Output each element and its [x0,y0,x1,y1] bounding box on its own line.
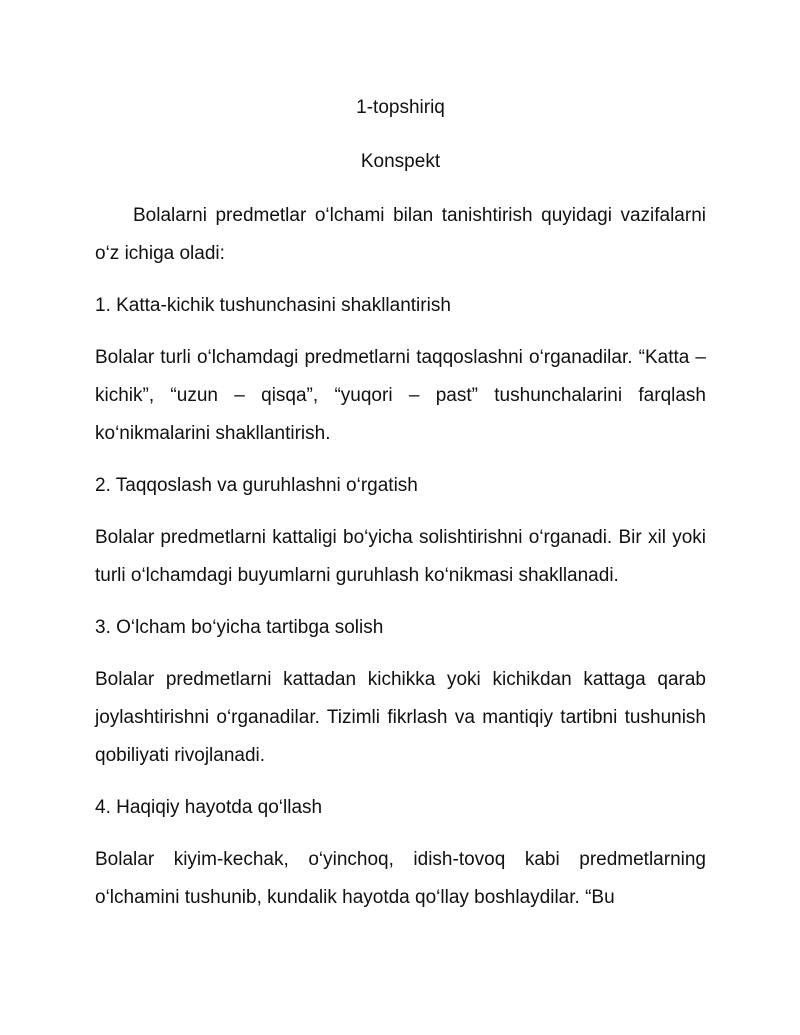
intro-paragraph: Bolalarni predmetlar o‘lchami bilan tanishtirish quyidagi vazifalarni o‘z ichiga oladi: [95,205,706,264]
section-heading-1: 1. Katta-kichik tushunchasini shakllantirish [95,295,451,316]
document-title: 1-topshiriq [356,97,445,118]
document-subtitle: Konspekt [360,151,441,172]
section-heading-4: 4. Haqiqiy hayotda qo‘llash [95,797,323,818]
section-body-1: Bolalar turli o‘lchamdagi predmetlarni taqqoslashni o‘rganadilar. “Katta – kichik”, “uzun – qisqa”, “yuqori – past” tushunchalarini farqlash ko‘nikmalarini shakllantirish. [95,347,706,444]
section-body-4: Bolalar kiyim-kechak, o‘yinchoq, idish-tovoq kabi predmetlarning o‘lchamini tushunib, kundalik hayotda qo‘llay boshlaydilar. “Bu [95,849,706,908]
section-body-2: Bolalar predmetlarni kattaligi bo‘yicha solishtirishni o‘rganadi. Bir xil yoki turli o‘lchamdagi buyumlarni guruhlash ko‘nikmasi shakllanadi. [95,527,706,586]
section-body-3: Bolalar predmetlarni kattadan kichikka yoki kichikdan kattaga qarab joylashtirishni o‘rganadilar. Tizimli fikrlash va mantiqiy tartibni tushunish qobiliyati rivojlanadi. [95,669,706,766]
document-content [95,92,706,917]
section-heading-3: 3. O‘lcham bo‘yicha tartibga solish [95,617,384,638]
section-heading-2: 2. Taqqoslash va guruhlashni o‘rgatish [95,475,418,496]
